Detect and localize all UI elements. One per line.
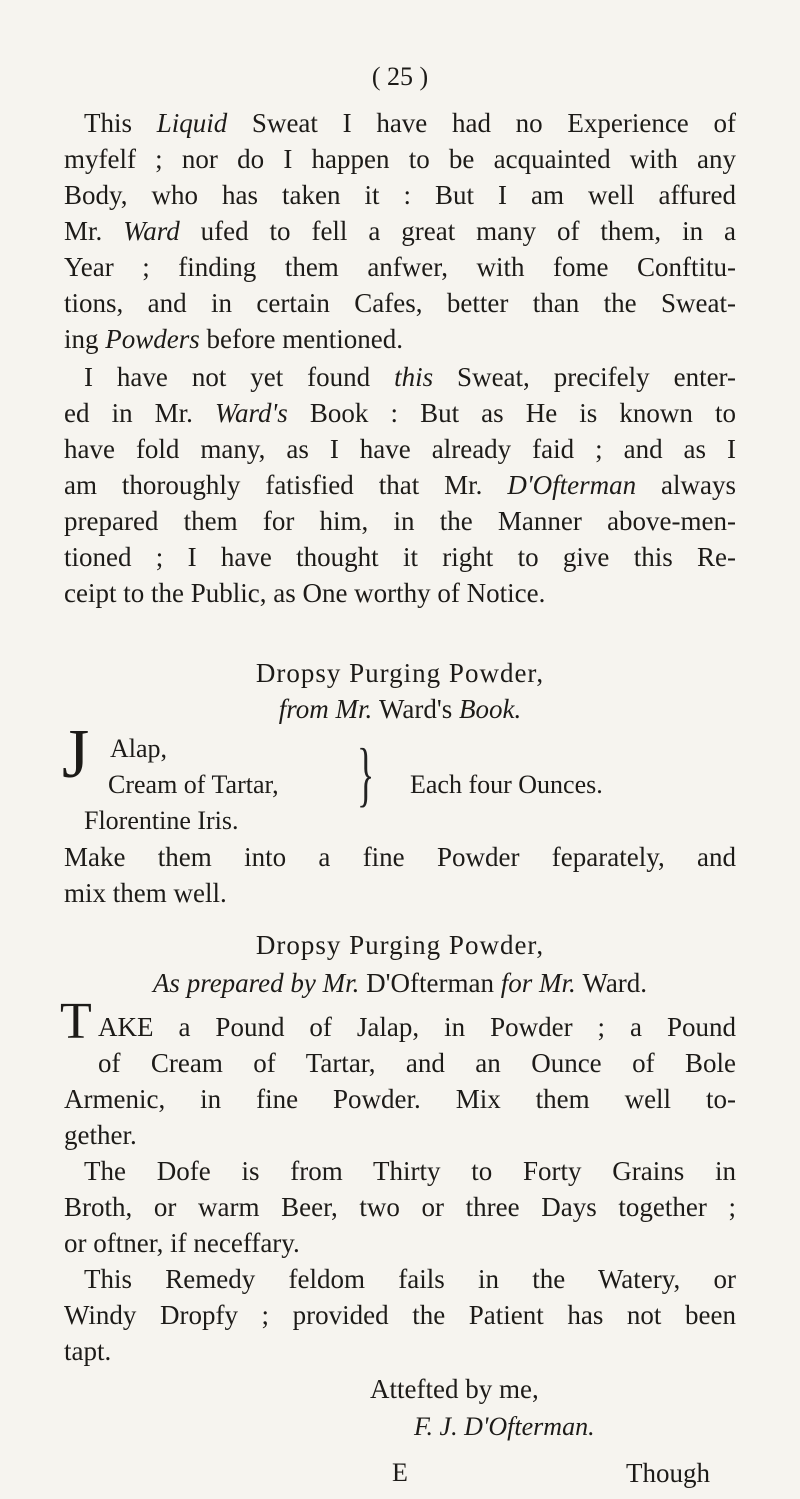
text-line: Year ; finding them anfwer, with fome Conftitu- <box>64 252 736 282</box>
signature-mark: E <box>392 1458 408 1487</box>
text-line: myfelf ; nor do I happen to be acquainted with any <box>64 144 736 174</box>
text-line: tapt. <box>64 1336 112 1366</box>
text-line: I have not yet found this Sweat, precifely enter- <box>84 362 737 392</box>
recipe-subheading: from Mr. Ward's Book. <box>278 694 522 724</box>
drop-cap: J <box>62 716 90 793</box>
text-line: have fold many, as I have already faid ; and as I <box>64 434 736 464</box>
text-line: Windy Dropfy ; provided the Patient has not been <box>64 1300 736 1330</box>
text-line: gether. <box>64 1120 137 1150</box>
ingredient: Alap, <box>110 734 168 763</box>
recipe-heading: Dropsy Purging Powder, <box>255 930 545 960</box>
catchword: Though <box>626 1458 710 1488</box>
text-line: prepared them for him, in the Manner above-men- <box>64 506 736 536</box>
text-line: This Liquid Sweat I have had no Experience of <box>84 108 736 138</box>
text-line: Body, who has taken it : But I am well affured <box>64 180 736 210</box>
drop-cap: T <box>60 993 92 1050</box>
brace: } <box>357 734 375 814</box>
text-line: ed in Mr. Ward's Book : But as He is known to <box>64 398 736 428</box>
recipe-subheading: As prepared by Mr. D'Ofterman for Mr. Ward. <box>152 968 648 998</box>
text-line: This Remedy feldom fails in the Watery, or <box>84 1264 736 1294</box>
page-number: ( 25 ) <box>371 62 429 91</box>
text-line: or oftner, if neceffary. <box>64 1228 300 1258</box>
ingredient: Florentine Iris. <box>84 806 239 835</box>
text-line: Mr. Ward ufed to fell a great many of them, in a <box>64 216 736 246</box>
ingredient: Cream of Tartar, <box>108 770 279 799</box>
text-line: Armenic, in fine Powder. Mix them well to- <box>64 1084 736 1114</box>
text-line: tions, and in certain Cafes, better than the Sweat- <box>64 288 736 318</box>
quantity-note: Each four Ounces. <box>410 770 603 799</box>
text-line: Make them into a fine Powder feparately, and <box>64 842 736 872</box>
text-line: tioned ; I have thought it right to give this Re- <box>64 542 736 572</box>
text-line: of Cream of Tartar, and an Ounce of Bole <box>98 1048 736 1078</box>
text-line: AKE a Pound of Jalap, in Powder ; a Pound <box>98 1012 736 1042</box>
attestation: Attefted by me, <box>370 1374 539 1404</box>
text-line: mix them well. <box>64 878 227 908</box>
text-line: ceipt to the Public, as One worthy of Notice. <box>64 578 546 608</box>
text-line: Broth, or warm Beer, two or three Days together ; <box>64 1192 736 1222</box>
recipe-heading: Dropsy Purging Powder, <box>255 658 545 688</box>
text-line: The Dofe is from Thirty to Forty Grains in <box>84 1156 736 1186</box>
text-line: am thoroughly fatisfied that Mr. D'Ofterman always <box>64 470 736 500</box>
text-line: ing Powders before mentioned. <box>64 324 403 354</box>
signature: F. J. D'Ofterman. <box>414 1412 595 1441</box>
